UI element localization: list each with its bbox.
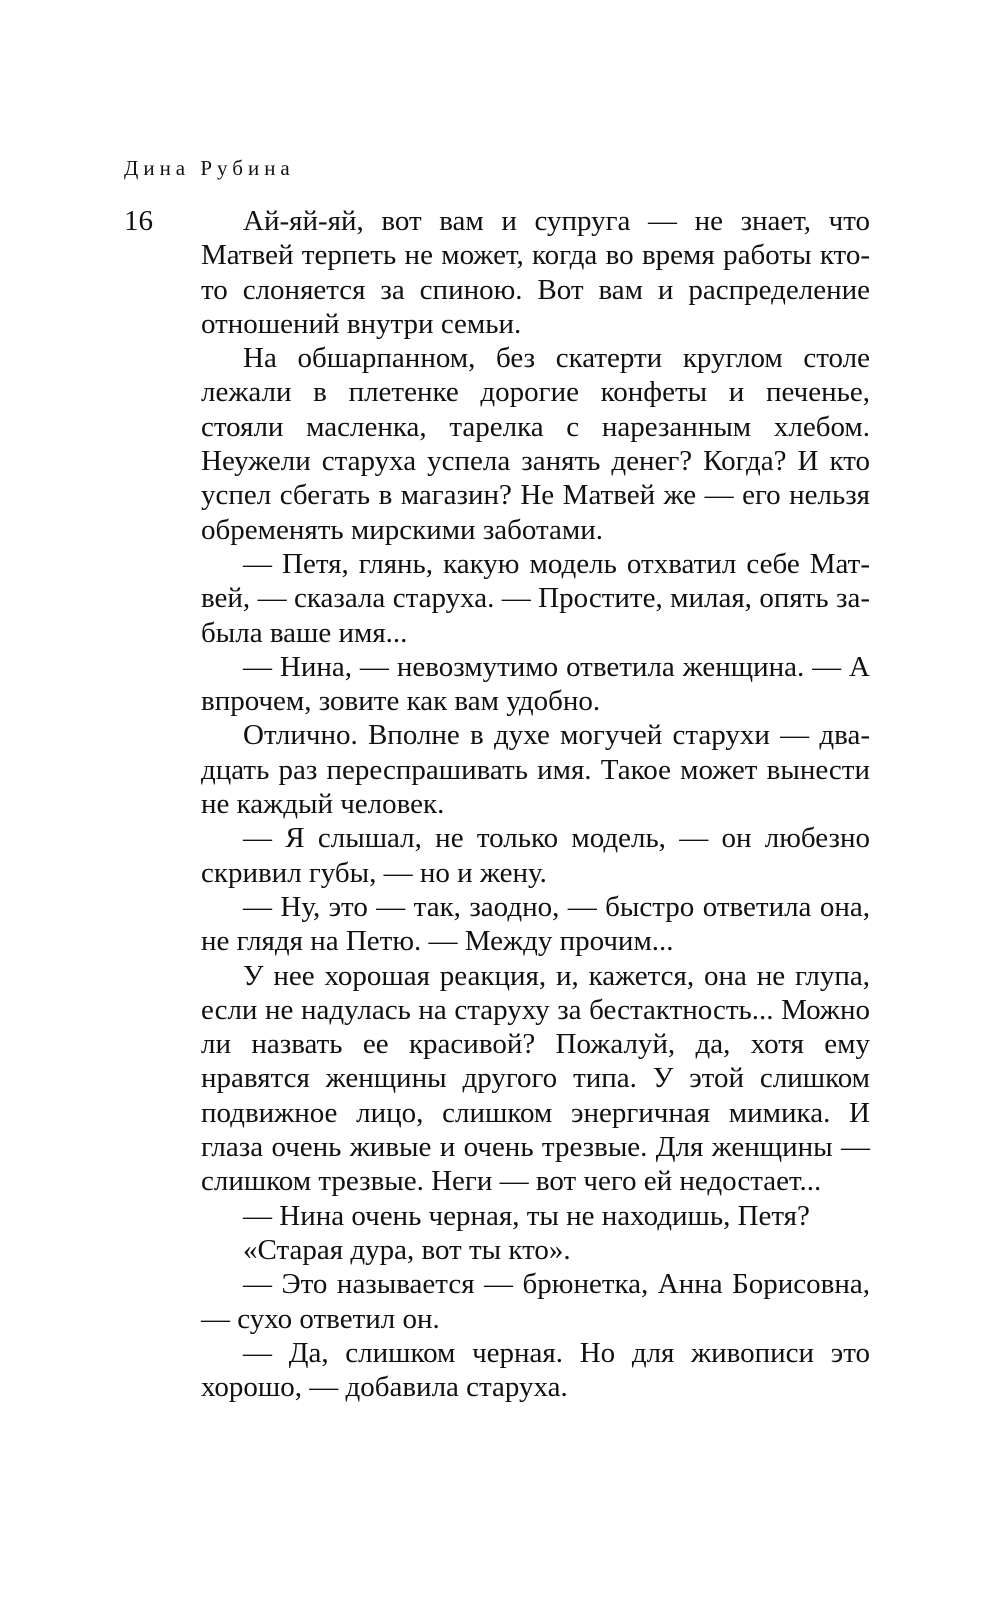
paragraph: — Я слышал, не только модель, — он любезно скривил губы, — но и жену. xyxy=(201,822,870,889)
running-header-author: Дина Рубина xyxy=(124,156,295,180)
paragraph: Отлично. Вполне в духе могучей старухи — двадцать раз переспрашивать имя. Такое может вынести не каждый человек. xyxy=(201,719,870,821)
paragraph: У нее хорошая реакция, и, кажется, она не глупа, если не надулась на старуху за бестактность... Можно ли назвать ее красивой? Пожалуй, да, хотя ему нравятся женщины другого типа. У этой слишком подвижное лицо, слишком энергичная мимика. И глаза очень живые и очень трезвые. Для женщины — слишком трезвые. Неги — вот чего ей недостает... xyxy=(201,959,870,1198)
paragraph: — Петя, глянь, какую модель отхватил себе Матвей, — сказала старуха. — Простите, милая, опять забыла ваше имя... xyxy=(201,547,870,649)
page-number: 16 xyxy=(124,205,153,237)
paragraph: Ай-яй-яй, вот вам и супруга — не знает, что Матвей терпеть не может, когда во время работы кто-то слоняется за спиною. Вот вам и распределение отношений внутри семьи. xyxy=(201,205,870,340)
paragraph: — Это называется — брюнетка, Анна Борисовна, — сухо ответил он. xyxy=(201,1268,870,1335)
paragraph: — Да, слишком черная. Но для живописи это хорошо, — добавила старуха. xyxy=(201,1336,870,1404)
paragraph: «Старая дура, вот ты кто». xyxy=(243,1233,571,1266)
paragraph: — Нина, — невозмутимо ответила женщина. — А впрочем, зовите как вам удобно. xyxy=(201,650,870,718)
paragraph: — Нина очень черная, ты не находишь, Петя? xyxy=(243,1199,810,1232)
paragraph: — Ну, это — так, заодно, — быстро ответила она, не глядя на Петю. — Между прочим... xyxy=(201,890,870,958)
paragraph: На обшарпанном, без скатерти круглом столе лежали в плетенке дорогие конфеты и печенье, стояли масленка, тарелка с нарезанным хлебом. Неужели старуха успела занять денег? Когда? И кто успел сбегать в магазин? Не Матвей же — его нельзя обременять мирскими заботами. xyxy=(201,342,870,546)
body-text xyxy=(201,204,870,1404)
